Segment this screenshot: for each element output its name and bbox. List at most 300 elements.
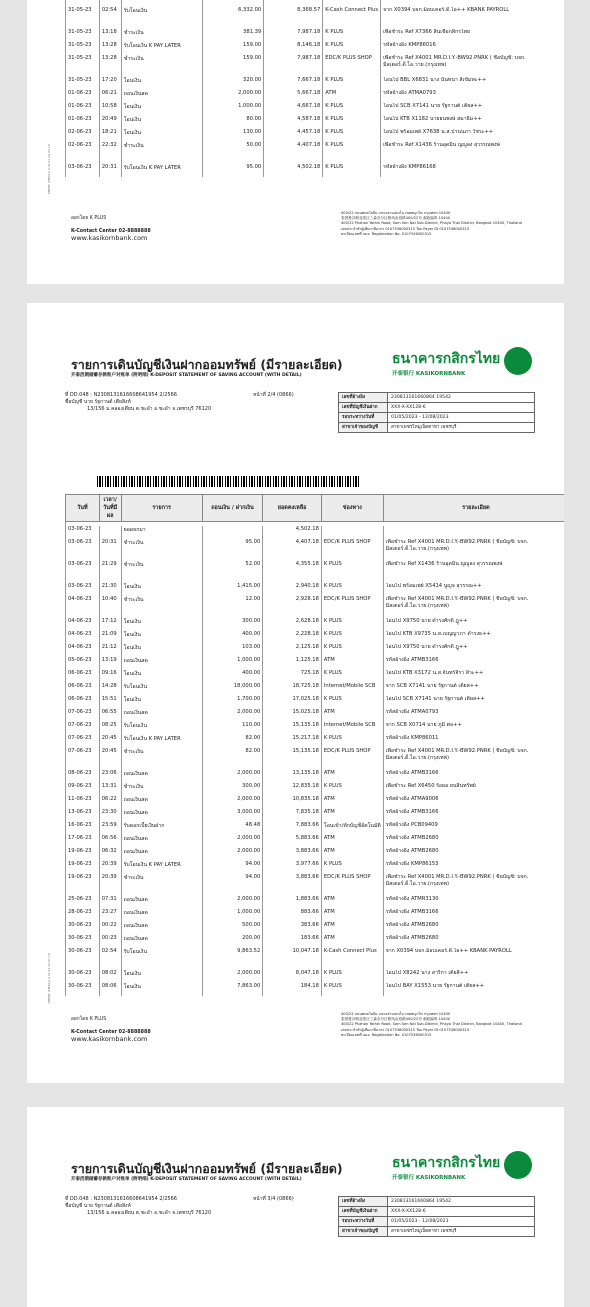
time-cell: 20:31: [99, 164, 121, 177]
balance-cell: 1,883.66: [263, 896, 322, 909]
balance-cell: 17,025.18: [263, 696, 322, 709]
time-cell: 20:49: [99, 116, 121, 129]
channel-cell: โอนเข้า/หักบัญชีอัตโนมัติ: [321, 822, 383, 835]
type-cell: ถอนเงินสด: [121, 770, 202, 783]
date-cell: 06-06-23: [66, 670, 100, 683]
column-header: ช่องทาง: [321, 495, 383, 522]
channel-cell: K PLUS: [321, 983, 383, 996]
channel-cell: K PLUS: [321, 861, 383, 874]
amount-cell: 12.00: [202, 596, 263, 618]
type-cell: ถอนเงินสด: [121, 848, 202, 861]
time-cell: 14:28: [99, 683, 121, 696]
detail-cell: เพื่อชำระ Ref X1436 ร้านอุดมิน ญญูลง สุวรรณพงษ์: [381, 142, 564, 164]
transactions-table-page-2: [65, 494, 564, 996]
time-cell: 17:12: [99, 618, 121, 631]
channel-cell: ATM: [321, 657, 383, 670]
bank-name-en: 开泰银行 KASIKORNBANK: [392, 1175, 466, 1181]
table-row: [66, 596, 565, 618]
amount-cell: 50.00: [203, 142, 264, 164]
detail-cell: เพื่อชำระ Ref X4001 MR.D.I.Y.-BW92.PNRK ( ชื่อบัญชี: บจก. มิสเตอร์.ดี.ไอ.วาย.(กรุงเทพ): [383, 748, 564, 770]
website: www.kasikornbank.com: [71, 1035, 148, 1043]
balance-cell: 725.18: [263, 670, 322, 683]
balance-cell: 2,628.18: [263, 618, 322, 631]
info-row: [339, 423, 535, 433]
channel-cell: K PLUS: [321, 670, 383, 683]
channel-cell: K PLUS: [323, 142, 381, 164]
detail-cell: รหัสอ้างอิง ATMB2680: [383, 935, 564, 948]
amount-cell: 2,000.00: [202, 896, 263, 909]
date-cell: 06-06-23: [66, 696, 100, 709]
date-cell: 28-06-23: [66, 909, 100, 922]
channel-cell: ATM: [321, 809, 383, 822]
account-address: 13/156 ม.คลองเตียน ต.ชะอำ อ.ชะอำ จ.เพชรบุรี 76120: [87, 406, 212, 412]
balance-cell: 4,355.18: [263, 561, 322, 583]
issued-by: ออกโดย K PLUS: [71, 216, 107, 221]
type-cell: ชำระเงิน: [121, 539, 202, 561]
info-row: [339, 1217, 535, 1227]
column-header: รายการ: [121, 495, 202, 522]
time-cell: 13:19: [99, 657, 121, 670]
info-key: เลขที่บัญชีเงินฝาก: [339, 1207, 388, 1217]
amount-cell: 300.00: [202, 618, 263, 631]
time-cell: 13:28: [99, 55, 121, 77]
footer-address: [341, 1012, 522, 1038]
amount-cell: 2,000.00: [202, 770, 263, 783]
channel-cell: K PLUS: [321, 644, 383, 657]
type-cell: ชำระเงิน: [121, 142, 202, 164]
table-row: [66, 657, 565, 670]
type-cell: ถอนเงินสด: [121, 835, 202, 848]
table-row: [66, 861, 565, 874]
channel-cell: EDC/K PLUS SHOP: [321, 748, 383, 770]
amount-cell: 381.39: [203, 29, 264, 42]
amount-cell: 2,000.00: [202, 970, 263, 983]
date-cell: 19-06-23: [66, 848, 100, 861]
channel-cell: ATM: [321, 770, 383, 783]
balance-cell: 1,125.18: [263, 657, 322, 670]
time-cell: 15:51: [99, 696, 121, 709]
balance-cell: 3,977.66: [263, 861, 322, 874]
account-name: ชื่อบัญชี นาย รัฐกานต์ เตียสิงห์: [65, 399, 131, 405]
date-cell: 30-06-23: [66, 935, 100, 948]
detail-cell: [381, 0, 564, 7]
channel-cell: K PLUS: [323, 116, 381, 129]
amount-cell: 200.00: [202, 935, 263, 948]
address-th: 400/22 ถนนพหลโยธิน แขวงสามเสนใน เขตพญาไท กรุงเทพฯ 10400: [341, 1012, 451, 1016]
tax-id: เลขประจำตัวผู้เสียภาษีอากร 0107536000315 Tax Payer ID 0107536000315: [341, 226, 470, 231]
detail-cell: โอนไป SCB X7141 นาย รัฐกานต์ เตียส++: [383, 696, 564, 709]
date-cell: 19-06-23: [66, 874, 100, 896]
balance-cell: 18,725.18: [263, 683, 322, 696]
table-row: [66, 644, 565, 657]
amount-cell: 1,700.00: [202, 696, 263, 709]
date-cell: 03-06-23: [66, 164, 100, 177]
footer-left: [71, 216, 151, 242]
time-cell: 06:22: [99, 796, 121, 809]
side-code: KBPDF (FM001) V.01.01 04.03.18: [47, 953, 51, 1003]
balance-cell: 7,667.18: [264, 77, 323, 90]
time-cell: 10:58: [99, 103, 121, 116]
detail-cell: รหัสอ้างอิง ATMB3166: [383, 809, 564, 822]
balance-cell: 8,368.57: [264, 7, 323, 29]
table-row: [66, 748, 565, 770]
date-cell: 31-05-23: [66, 42, 100, 55]
detail-cell: รหัสอ้างอิง KMP86011: [383, 735, 564, 748]
balance-cell: 2,940.18: [263, 583, 322, 596]
time-cell: 21:09: [99, 631, 121, 644]
channel-cell: K PLUS: [321, 783, 383, 796]
amount-cell: 300.00: [202, 783, 263, 796]
amount-cell: 1,000.00: [203, 103, 264, 116]
type-cell: ถอนเงินสด: [121, 809, 202, 822]
date-cell: 03-06-23: [66, 561, 100, 583]
type-cell: โอนเงิน: [121, 618, 202, 631]
date-cell: 01-06-23: [66, 116, 100, 129]
amount-cell: 1,000.00: [202, 657, 263, 670]
detail-cell: รหัสอ้างอิง ATMA0793: [381, 90, 564, 103]
time-cell: 23:59: [99, 822, 121, 835]
time-cell: [99, 0, 121, 7]
channel-cell: K PLUS: [321, 583, 383, 596]
channel-cell: K PLUS: [321, 735, 383, 748]
date-cell: 02-06-23: [66, 142, 100, 164]
time-cell: 21:12: [99, 644, 121, 657]
channel-cell: K PLUS: [321, 696, 383, 709]
time-cell: 23:27: [99, 909, 121, 922]
statement-subtitle: 开泰活期储蓄存款账户对账单 (附明细) K-DEPOSIT STATEMENT OF SAVING ACCOUNT (WITH DETAIL): [71, 1177, 302, 1182]
table-row: [66, 7, 565, 29]
detail-cell: รหัสอ้างอิง ATMA9006: [383, 796, 564, 809]
date-cell: 03-06-23: [66, 526, 100, 539]
table-row: [66, 129, 565, 142]
time-cell: 00:22: [99, 922, 121, 935]
document-number: ที่ DD.048 : N2308131616608641954 2/2566: [65, 392, 177, 398]
amount-cell: 103.00: [202, 644, 263, 657]
detail-cell: [383, 526, 564, 539]
issued-by: ออกโดย K PLUS: [71, 1017, 107, 1022]
date-cell: 04-06-23: [66, 644, 100, 657]
detail-cell: โอนไป พร้อมเพย์ X5414 นูญจ สุวรรณ++: [383, 583, 564, 596]
table-row: [66, 142, 565, 164]
date-cell: 05-06-23: [66, 657, 100, 670]
account-info-table: [338, 392, 535, 433]
table-row: [66, 783, 565, 796]
amount-cell: [203, 0, 264, 7]
date-cell: 09-06-23: [66, 783, 100, 796]
detail-cell: จาก SCB X0714 นาย ภูมิ ต่อ++: [383, 722, 564, 735]
amount-cell: [202, 526, 263, 539]
balance-cell: 8,146.18: [264, 42, 323, 55]
detail-cell: รหัสอ้างอิง KMP86016: [381, 42, 564, 55]
amount-cell: 400.00: [202, 670, 263, 683]
balance-cell: 3,883.66: [263, 848, 322, 861]
time-cell: 02:54: [99, 948, 121, 970]
info-key: สาขาเจ้าของบัญชี: [339, 423, 388, 433]
address-th: 400/22 ถนนพหลโยธิน แขวงสามเสนใน เขตพญาไท กรุงเทพฯ 10400: [341, 211, 451, 215]
type-cell: รับโอนเงิน: [121, 948, 202, 970]
type-cell: โอนเงิน: [121, 696, 202, 709]
time-cell: 08:25: [99, 722, 121, 735]
channel-cell: K PLUS: [323, 164, 381, 177]
amount-cell: 400.00: [202, 631, 263, 644]
time-cell: 10:40: [99, 596, 121, 618]
info-key: สาขาเจ้าของบัญชี: [339, 1227, 388, 1237]
detail-cell: รหัสอ้างอิง ATMB3166: [383, 909, 564, 922]
type-cell: ถอนเงินสด: [121, 922, 202, 935]
detail-cell: รหัสอ้างอิง ATMR3130: [383, 896, 564, 909]
date-cell: 07-06-23: [66, 748, 100, 770]
channel-cell: EDC/K PLUS SHOP: [321, 596, 383, 618]
detail-cell: รหัสอ้างอิง ATMB2680: [383, 922, 564, 935]
type-cell: ถอนเงินสด: [121, 909, 202, 922]
page-number: หน้าที่ 3/4 (0866): [253, 1196, 294, 1202]
detail-cell: รหัสอ้างอิง ATMB2680: [383, 848, 564, 861]
date-cell: 25-06-23: [66, 896, 100, 909]
table-row: [66, 42, 565, 55]
amount-cell: 2,000.00: [202, 848, 263, 861]
balance-cell: 183.66: [263, 935, 322, 948]
time-cell: 06:55: [99, 709, 121, 722]
channel-cell: K PLUS: [323, 42, 381, 55]
channel-cell: EDC/K PLUS SHOP: [321, 539, 383, 561]
amount-cell: 7,863.00: [202, 983, 263, 996]
balance-cell: 383.66: [263, 922, 322, 935]
table-row: [66, 90, 565, 103]
channel-cell: K-Cash Connect Plus: [323, 7, 381, 29]
statement-page-3: [27, 1107, 564, 1307]
info-row: [339, 403, 535, 413]
type-cell: โอนเงิน: [121, 644, 202, 657]
detail-cell: โอนไป X9750 นาย ดำรงศักดิ์ ฎู++: [383, 618, 564, 631]
time-cell: 13:18: [99, 29, 121, 42]
contact-center: K-Contact Center 02-8888888: [71, 228, 151, 234]
channel-cell: ATM: [321, 848, 383, 861]
statement-title: รายการเดินบัญชีเงินฝากออมทรัพย์ (มีรายละเอียด): [71, 357, 343, 372]
info-row: [339, 1227, 535, 1237]
balance-cell: 7,883.66: [263, 822, 322, 835]
type-cell: ถอนเงินสด: [121, 935, 202, 948]
column-header: ถอนเงิน / ฝากเงิน: [202, 495, 263, 522]
balance-cell: 883.66: [263, 909, 322, 922]
balance-cell: 7,987.18: [264, 29, 323, 42]
balance-cell: 4,667.18: [264, 103, 323, 116]
time-cell: 13:28: [99, 42, 121, 55]
channel-cell: [323, 0, 381, 7]
time-cell: 13:31: [99, 783, 121, 796]
time-cell: 20:45: [99, 748, 121, 770]
table-row: [66, 809, 565, 822]
type-cell: โอนเงิน: [121, 129, 202, 142]
table-row: [66, 896, 565, 909]
detail-cell: โอนไป SCB X7141 นาย รัฐกานต์ เตียส++: [381, 103, 564, 116]
time-cell: 02:54: [99, 7, 121, 29]
info-value: 01/05/2023 - 12/08/2023: [388, 1217, 535, 1227]
address-en: 400/22 Phahon Yothin Road, Sam Sen Nai Sub-District, Phaya Thai District, Bangkok 10400, Thailand: [341, 1022, 522, 1027]
detail-cell: จาก SCB X7141 นาย รัฐกานต์ เตียส++: [383, 683, 564, 696]
amount-cell: 3,000.00: [202, 809, 263, 822]
date-cell: 11-06-23: [66, 796, 100, 809]
channel-cell: EDC/K PLUS SHOP: [321, 874, 383, 896]
amount-cell: 80.00: [203, 116, 264, 129]
document-number: ที่ DD.048 : N2308131616608641954 2/2566: [65, 1196, 177, 1202]
amount-cell: 2,000.00: [203, 90, 264, 103]
amount-cell: 320.00: [203, 77, 264, 90]
table-row: [66, 935, 565, 948]
table-row: [66, 874, 565, 896]
table-row: [66, 561, 565, 583]
info-key: เลขที่อ้างอิง: [339, 1197, 388, 1207]
table-row: [66, 722, 565, 735]
type-cell: รับโอนเงิน: [121, 7, 202, 29]
type-cell: ชำระเงิน: [121, 29, 202, 42]
balance-cell: 2,228.18: [263, 631, 322, 644]
detail-cell: รหัสอ้างอิง ATMB3166: [383, 657, 564, 670]
balance-cell: 4,407.18: [263, 539, 322, 561]
time-cell: 20:45: [99, 735, 121, 748]
info-value: สาขาเพชรไหมูเบ็ดตาข่า เพชรบุรี: [388, 1227, 535, 1237]
time-cell: 21:29: [99, 561, 121, 583]
footer-left: [71, 1017, 151, 1043]
balance-cell: 4,457.18: [264, 129, 323, 142]
detail-cell: โอนไป X9750 นาย ดำรงศักดิ์ ฎู++: [383, 644, 564, 657]
detail-cell: รหัสอ้างอิง ATMB3166: [383, 770, 564, 783]
date-cell: 08-06-23: [66, 770, 100, 783]
transactions-table-page-1: [65, 0, 564, 177]
type-cell: ถอนเงินสด: [121, 796, 202, 809]
address-en: 400/22 Phahon Yothin Road, Sam Sen Nai Sub-District, Phaya Thai District, Bangkok 10400, Thailand: [341, 221, 522, 226]
barcode: [97, 476, 359, 487]
amount-cell: 48.48: [202, 822, 263, 835]
column-header: ยอดคงเหลือ: [263, 495, 322, 522]
registration-no: ทะเบียนเลขที่ บมจ. Registration No. 0107536000315: [341, 231, 432, 236]
balance-cell: 8,047.18: [263, 970, 322, 983]
channel-cell: K PLUS: [323, 103, 381, 116]
date-cell: 19-06-23: [66, 861, 100, 874]
table-row: [66, 909, 565, 922]
column-header: รายละเอียด: [383, 495, 564, 522]
date-cell: 31-05-23: [66, 77, 100, 90]
date-cell: 31-05-23: [66, 29, 100, 42]
address-cn: 泰国曼谷帕亚泰区三森奈分区帕凤由庭路400/22号 邮政编码 10400: [341, 216, 451, 221]
date-cell: 13-06-23: [66, 809, 100, 822]
time-cell: 06:32: [99, 848, 121, 861]
table-row: [66, 696, 565, 709]
date-cell: 03-06-23: [66, 539, 100, 561]
kbank-logo-icon: [504, 1151, 532, 1179]
channel-cell: K-Cash Connect Plus: [321, 948, 383, 970]
table-row: [66, 835, 565, 848]
table-row: [66, 709, 565, 722]
column-header: เวลา/ วันที่มีผล: [99, 495, 121, 522]
statement-page-2: [27, 303, 564, 1083]
date-cell: 30-06-23: [66, 983, 100, 996]
time-cell: 07:31: [99, 896, 121, 909]
channel-cell: [321, 526, 383, 539]
time-cell: 08:02: [99, 970, 121, 983]
amount-cell: 82.00: [202, 748, 263, 770]
balance-cell: 2,928.18: [263, 596, 322, 618]
balance-cell: 4,587.18: [264, 116, 323, 129]
footer-address: [341, 211, 522, 237]
channel-cell: Internet/Mobile SCB: [321, 683, 383, 696]
amount-cell: 130.00: [203, 129, 264, 142]
channel-cell: K PLUS: [323, 29, 381, 42]
date-cell: 07-06-23: [66, 722, 100, 735]
detail-cell: รหัสอ้างอิง KMP86168: [381, 164, 564, 177]
account-address: 13/156 ม.คลองเตียน ต.ชะอำ อ.ชะอำ จ.เพชรบุรี 76120: [87, 1210, 212, 1216]
detail-cell: โอนไป BAY X1553 นาย รัฐกานต์ เตียส++: [383, 983, 564, 996]
contact-center: K-Contact Center 02-8888888: [71, 1029, 151, 1035]
date-cell: 31-05-23: [66, 55, 100, 77]
bank-name-en: 开泰银行 KASIKORNBANK: [392, 371, 466, 377]
table-row: [66, 55, 565, 77]
type-cell: รับโอนเงิน K PAY LATER: [121, 164, 202, 177]
type-cell: ชำระเงิน: [121, 783, 202, 796]
detail-cell: เพื่อชำระ Ref X4001 MR.D.I.Y.-BW92.PNRK ( ชื่อบัญชี: บจก. มิสเตอร์.ดี.ไอ.วาย.(กรุงเทพ): [383, 539, 564, 561]
time-cell: 20:39: [99, 861, 121, 874]
channel-cell: K PLUS: [323, 129, 381, 142]
type-cell: ชำระเงิน: [121, 874, 202, 896]
date-cell: 04-06-23: [66, 618, 100, 631]
type-cell: โอนเงิน: [121, 670, 202, 683]
amount-cell: 6,332.00: [203, 7, 264, 29]
type-cell: โอนเงิน: [121, 583, 202, 596]
date-cell: 30-06-23: [66, 948, 100, 970]
balance-cell: 15,135.18: [263, 748, 322, 770]
channel-cell: EDC/K PLUS SHOP: [323, 55, 381, 77]
detail-cell: เพื่อชำระ Ref X7366 สินเชื่อกสิกรไทย: [381, 29, 564, 42]
balance-cell: 15,025.18: [263, 709, 322, 722]
website: www.kasikornbank.com: [71, 234, 148, 242]
channel-cell: ATM: [321, 796, 383, 809]
amount-cell: 18,000.00: [202, 683, 263, 696]
balance-cell: 12,835.18: [263, 783, 322, 796]
table-row: [66, 983, 565, 996]
date-cell: [66, 0, 100, 7]
table-row: [66, 103, 565, 116]
type-cell: ชำระเงิน: [121, 561, 202, 583]
balance-cell: 10,835.18: [263, 796, 322, 809]
amount-cell: 110.00: [202, 722, 263, 735]
amount-cell: 82.00: [202, 735, 263, 748]
balance-cell: 2,125.18: [263, 644, 322, 657]
table-row: [66, 164, 565, 177]
amount-cell: 95.00: [203, 164, 264, 177]
amount-cell: 2,000.00: [202, 796, 263, 809]
info-row: [339, 413, 535, 423]
date-cell: 07-06-23: [66, 735, 100, 748]
header-left: [65, 392, 211, 413]
time-cell: 18:21: [99, 129, 121, 142]
detail-cell: โอนไป KTB X1182 นายธนพงษ์ สมาธิม++: [381, 116, 564, 129]
info-key: เลขที่อ้างอิง: [339, 393, 388, 403]
detail-cell: เพื่อชำระ Ref X6450 ร้อยอ ยนสินทรัพย์: [383, 783, 564, 796]
balance-cell: 4,407.18: [264, 142, 323, 164]
balance-cell: 4,502.18: [264, 164, 323, 177]
detail-cell: รหัสอ้างอิง KMP86153: [383, 861, 564, 874]
type-cell: ถอนเงินสด: [121, 90, 202, 103]
statement-title: รายการเดินบัญชีเงินฝากออมทรัพย์ (มีรายละเอียด): [71, 1161, 343, 1176]
table-row: [66, 539, 565, 561]
date-cell: 30-06-23: [66, 970, 100, 983]
info-value: 230813161660864 19542: [388, 393, 535, 403]
detail-cell: เพื่อชำระ Ref X4001 MR.D.I.Y.-BW92.PNRK ( ชื่อบัญชี: บจก. มิสเตอร์.ดี.ไอ.วาย.(กรุงเทพ): [383, 874, 564, 896]
balance-cell: 184.18: [263, 983, 322, 996]
date-cell: 30-06-23: [66, 922, 100, 935]
type-cell: โอนเงิน: [121, 116, 202, 129]
table-row: [66, 770, 565, 783]
channel-cell: ATM: [321, 835, 383, 848]
